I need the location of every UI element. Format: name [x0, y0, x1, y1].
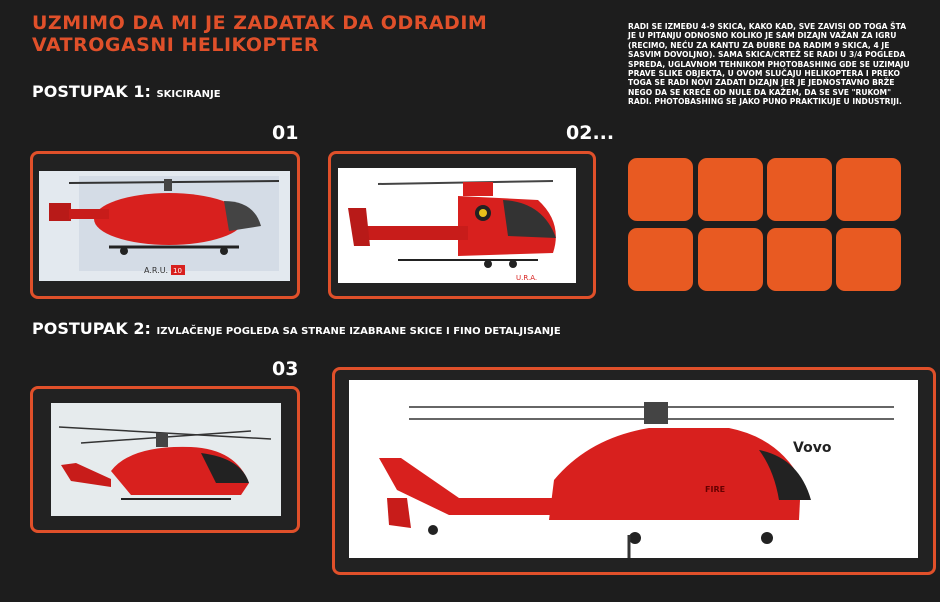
step1-heading: [32, 82, 221, 101]
sketch-01-number: 10: [173, 267, 182, 275]
sketch-tile: [767, 228, 832, 291]
helicopter-sketch-03: [51, 403, 281, 516]
sketch-02-frame: [328, 151, 596, 299]
final-design-image: [349, 380, 918, 558]
number-02: 02...: [566, 122, 615, 144]
sketch-01-label: A.R.U.: [144, 266, 169, 275]
helicopter-sketch-01: [39, 171, 290, 281]
sketch-tile: [628, 158, 693, 221]
sketch-tiles-grid: [628, 158, 903, 296]
helicopter-sketch-02: [338, 168, 576, 283]
title-line-1: UZMIMO DA MI JE ZADATAK DA ODRADIM: [32, 12, 488, 34]
sketch-tile: [836, 158, 901, 221]
sketch-tile: [836, 228, 901, 291]
sketch-01-image: [39, 171, 290, 281]
step2-heading: [32, 319, 561, 338]
sketch-tile: [767, 158, 832, 221]
sketch-tile: [698, 228, 763, 291]
sketch-02-label: U.R.A.: [516, 274, 538, 282]
sketch-tile: [698, 158, 763, 221]
sketch-03-image: [51, 403, 281, 516]
step1-sub: SKICIRANJE: [156, 89, 221, 100]
description-text: RADI SE IZMEĐU 4-9 SKICA, KAKO KAD, SVE ZAVISI OD TOGA ŠTA JE U PITANJU ODNOSNO KOLIKO JE SAM DIZAJN VAŽAN ZA IGRU (RECIMO, NEĆU ZA KANTU ZA ĐUBRE DA RADIM 9 SKICA, 4 JE SASVIM DOVOLJNO). SAMA SKICA/CRTEŽ SE RADI U 3/4 POGLEDA SPREDA, UGLAVNOM TEHNIKOM PHOTOBASHING GDE SE UZIMAJU PRAVE SLIKE OBJEKTA, U OVOM SLUČAJU HELIKOPTERA I PREKO TOGA SE RADI NOVI ZADATI DIZAJN JER JE JEDNOSTAVNO BRŽE NEGO DA SE KREĆE OD NULE DA KAŽEM, DA SE SVE "RUKOM" RADI. PHOTOBASHING SE JAKO PUNO PRAKTIKUJE U INDUSTRIJI.: [628, 22, 910, 107]
helicopter-final: [349, 380, 918, 558]
final-design-frame: [332, 367, 936, 575]
number-03: 03: [272, 358, 299, 380]
page-title: [32, 12, 487, 56]
step2-label: POSTUPAK 2:: [32, 319, 151, 338]
sketch-03-frame: [30, 386, 300, 533]
sketch-02-image: [338, 168, 576, 283]
number-01: 01: [272, 122, 299, 144]
fire-label: FIRE: [705, 485, 726, 494]
sketch-01-frame: [30, 151, 300, 299]
step2-sub: IZVLAČENJE POGLEDA SA STRANE IZABRANE SKICE I FINO DETALJISANJE: [156, 326, 561, 337]
brand-logo: Vovo: [793, 440, 832, 456]
step1-label: POSTUPAK 1:: [32, 82, 151, 101]
title-line-2: VATROGASNI HELIKOPTER: [32, 34, 320, 56]
sketch-tile: [628, 228, 693, 291]
